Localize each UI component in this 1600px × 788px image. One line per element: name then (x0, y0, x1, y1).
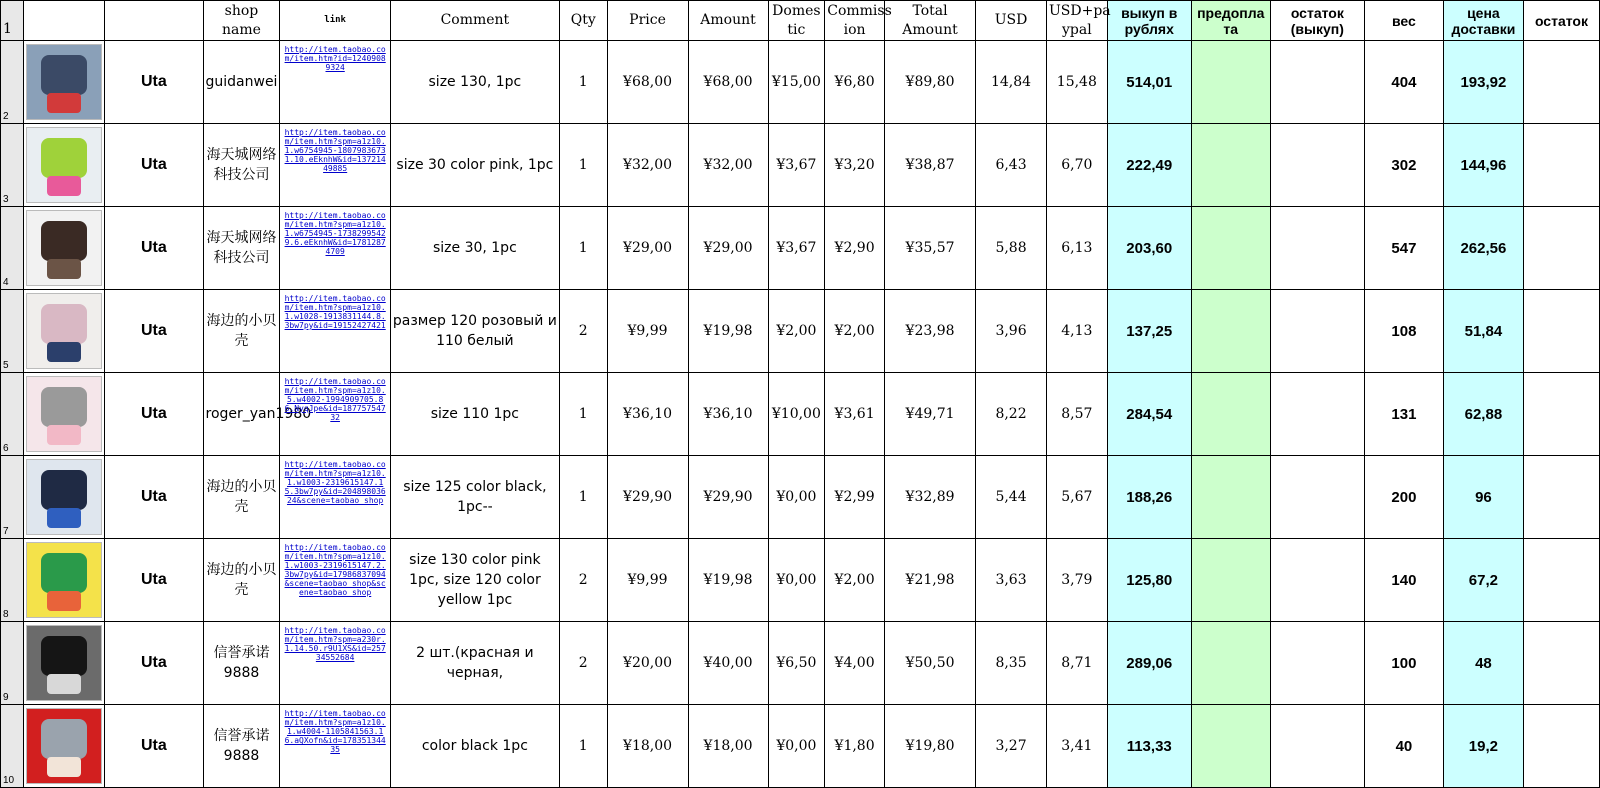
header-image[interactable] (24, 1, 105, 41)
buyer-cell[interactable]: Uta (105, 705, 203, 788)
ostatok-cell[interactable] (1523, 41, 1599, 124)
header-predoplata[interactable]: предопла та (1191, 1, 1270, 41)
domestic-cell[interactable]: ¥3,67 (768, 207, 825, 290)
product-thumbnail[interactable] (26, 293, 102, 369)
qty-cell[interactable]: 2 (559, 539, 607, 622)
vykup-cell[interactable]: 137,25 (1107, 290, 1191, 373)
price-cell[interactable]: ¥20,00 (607, 622, 688, 705)
buyer-cell[interactable]: Uta (105, 373, 203, 456)
cena-dostavki-cell[interactable]: 193,92 (1443, 41, 1523, 124)
price-cell[interactable]: ¥36,10 (607, 373, 688, 456)
image-cell[interactable] (24, 124, 105, 207)
item-link[interactable]: http://item.taobao.com/item.htm?id=12409089324 (280, 41, 390, 124)
header-link[interactable]: link (280, 1, 390, 41)
shop-name-cell[interactable]: 信誉承诺9888 (203, 705, 280, 788)
domestic-cell[interactable]: ¥3,67 (768, 124, 825, 207)
shop-name-cell[interactable]: 海天城网络科技公司 (203, 124, 280, 207)
commission-cell[interactable]: ¥6,80 (825, 41, 885, 124)
amount-cell[interactable]: ¥36,10 (688, 373, 768, 456)
header-buyer[interactable] (105, 1, 203, 41)
shop-name-cell[interactable]: 海边的小贝壳 (203, 539, 280, 622)
item-link[interactable]: http://item.taobao.com/item.htm?spm=a1z10.1.w1003-2319615147.2.3bw7py&id=17986837094&scene=taobao_shop&scene=taobao_shop (280, 539, 390, 622)
vykup-cell[interactable]: 188,26 (1107, 456, 1191, 539)
usd-paypal-cell[interactable]: 15,48 (1046, 41, 1107, 124)
ves-cell[interactable]: 108 (1364, 290, 1443, 373)
usd-cell[interactable]: 14,84 (976, 41, 1047, 124)
vykup-cell[interactable]: 514,01 (1107, 41, 1191, 124)
item-link[interactable]: http://item.taobao.com/item.htm?spm=a1z10.1.w1028-1913831144.8.3bw7py&id=19152427421 (280, 290, 390, 373)
ostatok-vykup-cell[interactable] (1270, 290, 1364, 373)
table-row (1, 705, 1600, 788)
header-total-amount[interactable]: Total Amount (884, 1, 975, 41)
header-vykup[interactable]: выкуп в рублях (1107, 1, 1191, 41)
item-link[interactable]: http://item.taobao.com/item.htm?spm=a1z10.1.w6754945-17382995429.6.eEknhW&id=17812874709 (280, 207, 390, 290)
comment-cell[interactable]: size 130, 1pc (390, 41, 559, 124)
shop-name-cell[interactable]: guidanwei (203, 41, 280, 124)
qty-cell[interactable]: 1 (559, 705, 607, 788)
amount-cell[interactable]: ¥19,98 (688, 290, 768, 373)
comment-cell[interactable]: размер 120 розовый и 110 белый (390, 290, 559, 373)
ves-cell[interactable]: 100 (1364, 622, 1443, 705)
usd-paypal-cell[interactable]: 6,13 (1046, 207, 1107, 290)
cena-dostavki-cell[interactable]: 51,84 (1443, 290, 1523, 373)
amount-cell[interactable]: ¥29,90 (688, 456, 768, 539)
cena-dostavki-cell[interactable]: 262,56 (1443, 207, 1523, 290)
vykup-cell[interactable]: 222,49 (1107, 124, 1191, 207)
table-row (1, 622, 1600, 705)
row-number[interactable]: 8 (1, 539, 24, 622)
commission-cell[interactable]: ¥3,20 (825, 124, 885, 207)
usd-cell[interactable]: 3,96 (976, 290, 1047, 373)
row-number[interactable]: 2 (1, 41, 24, 124)
product-thumbnail[interactable] (26, 542, 102, 618)
cena-dostavki-cell[interactable]: 19,2 (1443, 705, 1523, 788)
usd-paypal-cell[interactable]: 4,13 (1046, 290, 1107, 373)
table-row (1, 207, 1600, 290)
product-thumbnail[interactable] (26, 459, 102, 535)
ostatok-cell[interactable] (1523, 373, 1599, 456)
price-cell[interactable]: ¥29,90 (607, 456, 688, 539)
ostatok-vykup-cell[interactable] (1270, 456, 1364, 539)
product-thumbnail[interactable] (26, 708, 102, 784)
amount-cell[interactable]: ¥40,00 (688, 622, 768, 705)
image-cell[interactable] (24, 705, 105, 788)
cena-dostavki-cell[interactable]: 96 (1443, 456, 1523, 539)
vykup-cell[interactable]: 289,06 (1107, 622, 1191, 705)
header-ostatok[interactable]: остаток (1523, 1, 1599, 41)
buyer-cell[interactable]: Uta (105, 622, 203, 705)
predoplata-cell[interactable] (1191, 456, 1270, 539)
product-thumbnail[interactable] (26, 376, 102, 452)
shop-name-cell[interactable]: 海天城网络科技公司 (203, 207, 280, 290)
buyer-cell[interactable]: Uta (105, 290, 203, 373)
qty-cell[interactable]: 1 (559, 456, 607, 539)
total-amount-cell[interactable]: ¥89,80 (884, 41, 975, 124)
cena-dostavki-cell[interactable]: 62,88 (1443, 373, 1523, 456)
predoplata-cell[interactable] (1191, 41, 1270, 124)
table-row (1, 456, 1600, 539)
vykup-cell[interactable]: 113,33 (1107, 705, 1191, 788)
commission-cell[interactable]: ¥2,00 (825, 290, 885, 373)
predoplata-cell[interactable] (1191, 705, 1270, 788)
vykup-cell[interactable]: 203,60 (1107, 207, 1191, 290)
image-cell[interactable] (24, 539, 105, 622)
product-thumbnail[interactable] (26, 625, 102, 701)
predoplata-cell[interactable] (1191, 290, 1270, 373)
total-amount-cell[interactable]: ¥19,80 (884, 705, 975, 788)
product-thumbnail[interactable] (26, 127, 102, 203)
header-amount[interactable]: Amount (688, 1, 768, 41)
qty-cell[interactable]: 1 (559, 207, 607, 290)
qty-cell[interactable]: 2 (559, 622, 607, 705)
ostatok-cell[interactable] (1523, 622, 1599, 705)
row-number[interactable]: 9 (1, 622, 24, 705)
row-number[interactable]: 3 (1, 124, 24, 207)
total-amount-cell[interactable]: ¥21,98 (884, 539, 975, 622)
ostatok-vykup-cell[interactable] (1270, 207, 1364, 290)
product-thumbnail[interactable] (26, 210, 102, 286)
predoplata-cell[interactable] (1191, 373, 1270, 456)
buyer-cell[interactable]: Uta (105, 207, 203, 290)
ostatok-cell[interactable] (1523, 705, 1599, 788)
cena-dostavki-cell[interactable]: 144,96 (1443, 124, 1523, 207)
domestic-cell[interactable]: ¥10,00 (768, 373, 825, 456)
item-link[interactable]: http://item.taobao.com/item.htm?spm=a1z10.1.w4004-1105841563.16.aQXofn&id=17835134435 (280, 705, 390, 788)
header-row (1, 1, 1600, 41)
ostatok-vykup-cell[interactable] (1270, 373, 1364, 456)
qty-cell[interactable]: 1 (559, 41, 607, 124)
ves-cell[interactable]: 404 (1364, 41, 1443, 124)
table-row (1, 124, 1600, 207)
row-number[interactable]: 1 (1, 1, 24, 41)
comment-cell[interactable]: color black 1pc (390, 705, 559, 788)
ostatok-vykup-cell[interactable] (1270, 622, 1364, 705)
cena-dostavki-cell[interactable]: 67,2 (1443, 539, 1523, 622)
usd-cell[interactable]: 3,63 (976, 539, 1047, 622)
usd-paypal-cell[interactable]: 5,67 (1046, 456, 1107, 539)
buyer-cell[interactable]: Uta (105, 456, 203, 539)
image-cell[interactable] (24, 207, 105, 290)
ostatok-vykup-cell[interactable] (1270, 124, 1364, 207)
usd-paypal-cell[interactable]: 8,57 (1046, 373, 1107, 456)
row-number[interactable]: 5 (1, 290, 24, 373)
usd-paypal-cell[interactable]: 3,79 (1046, 539, 1107, 622)
header-shop-name[interactable]: shop name (203, 1, 280, 41)
usd-cell[interactable]: 8,35 (976, 622, 1047, 705)
comment-cell[interactable]: size 30, 1pc (390, 207, 559, 290)
usd-paypal-cell[interactable]: 3,41 (1046, 705, 1107, 788)
commission-cell[interactable]: ¥3,61 (825, 373, 885, 456)
ves-cell[interactable]: 131 (1364, 373, 1443, 456)
ostatok-vykup-cell[interactable] (1270, 41, 1364, 124)
total-amount-cell[interactable]: ¥23,98 (884, 290, 975, 373)
ostatok-cell[interactable] (1523, 539, 1599, 622)
price-cell[interactable]: ¥9,99 (607, 539, 688, 622)
price-cell[interactable]: ¥32,00 (607, 124, 688, 207)
commission-cell[interactable]: ¥2,00 (825, 539, 885, 622)
total-amount-cell[interactable]: ¥35,57 (884, 207, 975, 290)
image-cell[interactable] (24, 622, 105, 705)
ostatok-vykup-cell[interactable] (1270, 539, 1364, 622)
header-price[interactable]: Price (607, 1, 688, 41)
comment-cell[interactable]: size 125 color black, 1pc-- (390, 456, 559, 539)
usd-cell[interactable]: 5,88 (976, 207, 1047, 290)
row-number[interactable]: 7 (1, 456, 24, 539)
commission-cell[interactable]: ¥2,90 (825, 207, 885, 290)
predoplata-cell[interactable] (1191, 207, 1270, 290)
usd-cell[interactable]: 3,27 (976, 705, 1047, 788)
comment-cell[interactable]: 2 шт.(красная и черная, (390, 622, 559, 705)
ostatok-vykup-cell[interactable] (1270, 705, 1364, 788)
buyer-cell[interactable]: Uta (105, 539, 203, 622)
domestic-cell[interactable]: ¥0,00 (768, 539, 825, 622)
qty-cell[interactable]: 1 (559, 124, 607, 207)
usd-cell[interactable]: 6,43 (976, 124, 1047, 207)
domestic-cell[interactable]: ¥6,50 (768, 622, 825, 705)
commission-cell[interactable]: ¥2,99 (825, 456, 885, 539)
comment-cell[interactable]: size 130 color pink 1pc, size 120 color yellow 1pc (390, 539, 559, 622)
usd-cell[interactable]: 8,22 (976, 373, 1047, 456)
predoplata-cell[interactable] (1191, 124, 1270, 207)
price-cell[interactable]: ¥9,99 (607, 290, 688, 373)
header-qty[interactable]: Qty (559, 1, 607, 41)
row-number[interactable]: 10 (1, 705, 24, 788)
ves-cell[interactable]: 302 (1364, 124, 1443, 207)
commission-cell[interactable]: ¥1,80 (825, 705, 885, 788)
image-cell[interactable] (24, 373, 105, 456)
domestic-cell[interactable]: ¥15,00 (768, 41, 825, 124)
domestic-cell[interactable]: ¥0,00 (768, 456, 825, 539)
table-row (1, 373, 1600, 456)
row-number[interactable]: 4 (1, 207, 24, 290)
buyer-cell[interactable]: Uta (105, 124, 203, 207)
total-amount-cell[interactable]: ¥50,50 (884, 622, 975, 705)
comment-cell[interactable]: size 30 color pink, 1pc (390, 124, 559, 207)
ves-cell[interactable]: 140 (1364, 539, 1443, 622)
amount-cell[interactable]: ¥29,00 (688, 207, 768, 290)
amount-cell[interactable]: ¥32,00 (688, 124, 768, 207)
header-ostatok-vykup[interactable]: остаток (выкуп) (1270, 1, 1364, 41)
predoplata-cell[interactable] (1191, 622, 1270, 705)
ostatok-cell[interactable] (1523, 290, 1599, 373)
header-domestic[interactable]: Domes tic (768, 1, 825, 41)
price-cell[interactable]: ¥18,00 (607, 705, 688, 788)
header-comment[interactable]: Comment (390, 1, 559, 41)
usd-paypal-cell[interactable]: 6,70 (1046, 124, 1107, 207)
header-ves[interactable]: вес (1364, 1, 1443, 41)
image-cell[interactable] (24, 290, 105, 373)
header-usd-paypal[interactable]: USD+pa ypal (1046, 1, 1107, 41)
header-usd[interactable]: USD (976, 1, 1047, 41)
image-cell[interactable] (24, 41, 105, 124)
ves-cell[interactable]: 547 (1364, 207, 1443, 290)
table-row (1, 41, 1600, 124)
total-amount-cell[interactable]: ¥49,71 (884, 373, 975, 456)
ostatok-cell[interactable] (1523, 124, 1599, 207)
product-thumbnail[interactable] (26, 44, 102, 120)
buyer-cell[interactable]: Uta (105, 41, 203, 124)
ostatok-cell[interactable] (1523, 207, 1599, 290)
item-link[interactable]: http://item.taobao.com/item.htm?spm=a230r.1.14.50.r9U1XS&id=25734552684 (280, 622, 390, 705)
shop-name-cell[interactable]: 海边的小贝壳 (203, 290, 280, 373)
amount-cell[interactable]: ¥68,00 (688, 41, 768, 124)
domestic-cell[interactable]: ¥0,00 (768, 705, 825, 788)
vykup-cell[interactable]: 125,80 (1107, 539, 1191, 622)
shop-name-cell[interactable]: 海边的小贝壳 (203, 456, 280, 539)
predoplata-cell[interactable] (1191, 539, 1270, 622)
image-cell[interactable] (24, 456, 105, 539)
table-row (1, 290, 1600, 373)
total-amount-cell[interactable]: ¥32,89 (884, 456, 975, 539)
price-cell[interactable]: ¥29,00 (607, 207, 688, 290)
shop-name-cell[interactable]: roger_yan1980 (203, 373, 280, 456)
qty-cell[interactable]: 1 (559, 373, 607, 456)
comment-cell[interactable]: size 110 1pc (390, 373, 559, 456)
usd-cell[interactable]: 5,44 (976, 456, 1047, 539)
usd-paypal-cell[interactable]: 8,71 (1046, 622, 1107, 705)
ves-cell[interactable]: 200 (1364, 456, 1443, 539)
vykup-cell[interactable]: 284,54 (1107, 373, 1191, 456)
cena-dostavki-cell[interactable]: 48 (1443, 622, 1523, 705)
shop-name-cell[interactable]: 信誉承诺9888 (203, 622, 280, 705)
price-cell[interactable]: ¥68,00 (607, 41, 688, 124)
row-number[interactable]: 6 (1, 373, 24, 456)
header-cena-dostavki[interactable]: цена доставки (1443, 1, 1523, 41)
table-row (1, 539, 1600, 622)
commission-cell[interactable]: ¥4,00 (825, 622, 885, 705)
ostatok-cell[interactable] (1523, 456, 1599, 539)
amount-cell[interactable]: ¥18,00 (688, 705, 768, 788)
domestic-cell[interactable]: ¥2,00 (768, 290, 825, 373)
total-amount-cell[interactable]: ¥38,87 (884, 124, 975, 207)
item-link[interactable]: http://item.taobao.com/item.htm?spm=a1z10.5.w4002-1994909705.86.NyqJpe&id=18775754732 (280, 373, 390, 456)
ves-cell[interactable]: 40 (1364, 705, 1443, 788)
item-link[interactable]: http://item.taobao.com/item.htm?spm=a1z10.1.w1003-2319615147.15.3bw7py&id=20489803624&scene=taobao_shop (280, 456, 390, 539)
item-link[interactable]: http://item.taobao.com/item.htm?spm=a1z10.1.w6754945-18079836731.10.eEknhW&id=13721449885 (280, 124, 390, 207)
qty-cell[interactable]: 2 (559, 290, 607, 373)
amount-cell[interactable]: ¥19,98 (688, 539, 768, 622)
header-commission[interactable]: Commiss ion (825, 1, 885, 41)
